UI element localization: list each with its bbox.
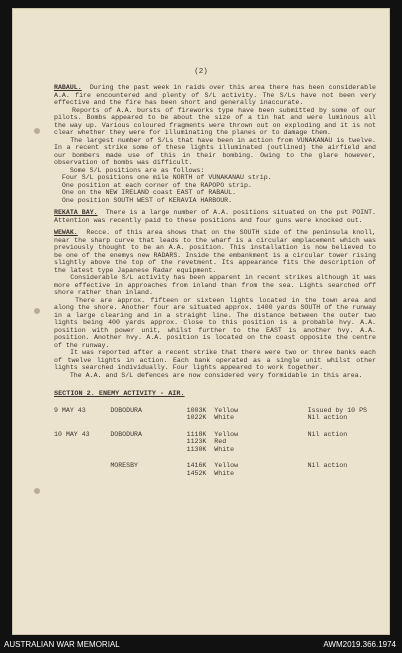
row-colours bbox=[214, 462, 307, 486]
row-times bbox=[187, 462, 215, 486]
activity-table bbox=[54, 407, 376, 487]
colour: White bbox=[214, 469, 235, 477]
table-row bbox=[54, 407, 376, 431]
paragraph-text: Recce. of this area shows that on the SOUTH side of the peninsula knoll, near the sharp curve that leads to the wharf is a circular emplacement which was previously thought to be an A.A. position. This installation is now believed to be one of the enemys new RADARS. Inside the embankment is a circular tower rising slightly above the top of the revetment. Its appearance fits the description of the latest type Japanese Radar equipment. Considerable S/L activity has been apparent in recent strikes although it was more effective in approaches from inland than from the sea. Lights searched off shore rather than inland. There are approx. fifteen or sixteen lights located in the town area and along the shore. Another four are situated approx. 1400 yards SOUTH of the runway in a large clearing and in a straight line. The distance between the outer two lights being 400 yards approx. Close to this position is a probable hvy. A.A. position with power unit, whilst further to the EAST is another hvy. A.A. position. Another hvy. A.A. position is located on the coast opposite the centre of the runway. It was reported after a recent strike that there were two or three banks each of twelve lights in action. Each bank operated as a single unit whilst other lights searched individually. Four lights appeared to work together. The A.A. and S/L defences are now considered very formidable in this area. bbox=[54, 229, 377, 379]
time: 1118K bbox=[186, 430, 207, 438]
row-place: MORESBY bbox=[110, 462, 139, 469]
colour: White bbox=[214, 445, 235, 453]
heading-rabaul: RABAUL. bbox=[54, 84, 82, 91]
footer-credit: AUSTRALIAN WAR MEMORIAL bbox=[4, 640, 120, 649]
paragraph-text: There is a large number of A.A. positions situated on the pst POINT. Attention was recently paid to these positions and four guns were knocked out. bbox=[54, 209, 380, 224]
table-row bbox=[54, 431, 376, 463]
footer-bar bbox=[0, 637, 402, 653]
time: 1452K bbox=[186, 469, 207, 477]
row-date bbox=[54, 462, 110, 486]
binder-hole bbox=[34, 308, 40, 314]
row-times bbox=[187, 407, 215, 431]
binder-holes bbox=[34, 8, 44, 635]
table-row bbox=[54, 462, 376, 486]
row-note: Nil action bbox=[307, 430, 348, 438]
paragraph-wewak bbox=[54, 229, 376, 379]
document-body bbox=[54, 64, 380, 486]
row-date: 9 MAY 43 bbox=[54, 406, 86, 414]
row-place: DOBODURA bbox=[110, 406, 142, 414]
row-place: DOBODURA bbox=[110, 430, 142, 438]
row-colours bbox=[214, 407, 307, 431]
row-date: 10 MAY 43 bbox=[54, 430, 90, 438]
footer-accession: AWM2019.366.1974 bbox=[323, 640, 396, 649]
time: 1416K bbox=[186, 462, 207, 469]
time: 1003K bbox=[186, 406, 207, 414]
time: 1130K bbox=[186, 445, 207, 453]
document-sheet bbox=[12, 8, 390, 635]
row-colours bbox=[214, 431, 307, 463]
paragraph-rabaul bbox=[54, 84, 376, 204]
row-note: Issued by 10 PS Nil action bbox=[307, 406, 368, 421]
row-note: Nil action bbox=[307, 462, 348, 469]
page-number: (2) bbox=[194, 68, 208, 76]
paragraph-rekata-bay bbox=[54, 209, 380, 224]
row-times bbox=[187, 431, 215, 463]
colour: Yellow bbox=[214, 430, 239, 438]
colour: Red bbox=[214, 438, 227, 445]
binder-hole bbox=[34, 488, 40, 494]
time: 1022K bbox=[186, 414, 207, 421]
time: 1123K bbox=[186, 438, 207, 445]
colour: Yellow bbox=[214, 462, 239, 469]
colour: Yellow bbox=[214, 406, 239, 414]
binder-hole bbox=[34, 128, 40, 134]
heading-wewak: WEWAK. bbox=[54, 229, 78, 236]
section-title: SECTION 2. ENEMY ACTIVITY - AIR. bbox=[54, 390, 185, 398]
heading-rekata-bay: REKATA BAY. bbox=[54, 209, 98, 216]
paragraph-text: During the past week in raids over this area there has been considerable A.A. fire encountered and plenty of S/L activity. The S/Ls have not been very effective and the fire has been short and generally inaccurate. Reports of A.A. bursts of fireworks type have been submitted by some of our pilots. Bombs appeared to be about the size of a tin hat and were luminous all the way up. Various coloured fragments were thrown out on exploding and it is not clear whether they were for illuminating the planes or to damage them. The largest number of S/Ls that have been in action from VUNAKANAU is twelve. In a recent strike some of these lights illuminated (outlined) the airfield and our bombers made use of this in their bombing. Owing to the glare however, observation of bombs was difficult. Some S/L positions are as follows: Four S/L positions one mile NORTH of VUNAKANAU strip. One position at each corner of the RAPOPO strip. One on the NEW IRELAND coast EAST of RABAUL. One position SOUTH WEST of KERAVIA HARBOUR. bbox=[54, 84, 377, 204]
colour: White bbox=[214, 414, 235, 421]
